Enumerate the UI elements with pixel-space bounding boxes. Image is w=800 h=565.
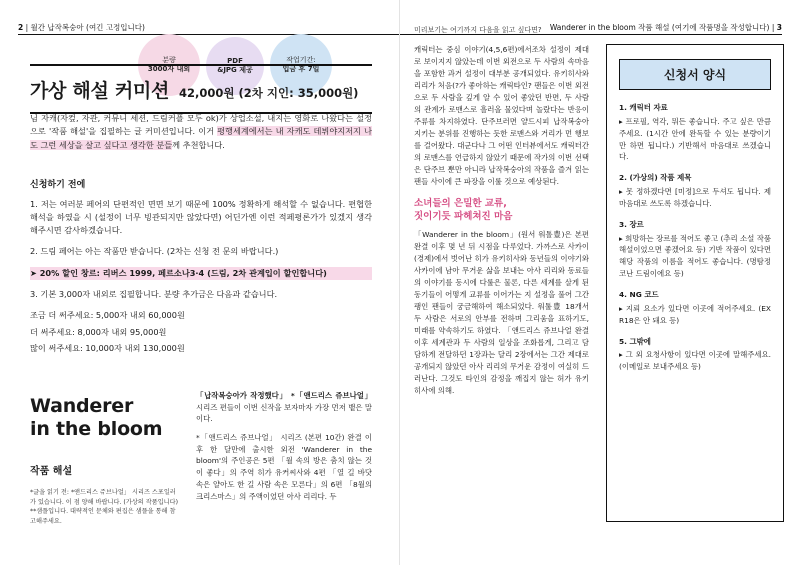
form-item-body: ▸ 지뢰 요소가 있다면 이곳에 적어주세요. (EX R18은 안 돼요 등) <box>619 303 771 325</box>
work-subtitle: 작품 해설 <box>30 466 73 477</box>
intro-text-b: 께 추천합니다. <box>172 139 225 150</box>
application-form-box <box>606 44 784 522</box>
intro-highlight: 평행세계에서는 내 자캐도 데뷔야지저지 나도 그런 세상을 살고 싶다고 생각한 분들 <box>30 126 372 150</box>
form-item <box>619 102 771 163</box>
form-item-heading: 4. NG 코드 <box>619 289 659 299</box>
form-item-heading: 2. (가상의) 작품 제목 <box>619 173 692 183</box>
bubble-label: PDF <box>227 56 243 65</box>
before-apply-title: 신청하기 전에 <box>30 180 86 190</box>
form-item-heading: 3. 장르 <box>619 219 644 229</box>
form-item-body: ▸ 희망하는 장르를 적어도 좋고 (추리 소설 작품 해설이었으면 좋겠어요 등) 기반 작품이 있다면 해당 작품의 이름을 적어도 좋습니다. (명탐정 코난 드림이에요 등) <box>619 233 771 279</box>
article-paragraph-2: 「Wanderer in the bloom」(원서 워톨豊)은 본편 완결 이후 몇 년 뒤 시점을 다루었다. 가까스로 사카이(경제)에서 벗어난 히가 유키히사와 동년들의 이야기와 사카이에 남아 무거운 삶을 보내는 아사 리리와 동료들의 이야기를 동시에 다룰은 물론, 다른 세계를 살게 된 동기들이 어떻게 교류를 이어가는 지 설정을 풀어 그간 팽인 팬들이 궁금해하여 해소되었다. 워툴豊 18개서 두 사람은 서로의 안부를 전하며 그리움을 표하기도, 미래를 약속하기도 하였다. 「앤드리스 쥬브나얼 완결 이후 세계관과 두 사람의 일상을 조화롭게, 그리고 담담하게 전달하던 1장과는 달리 2장에서는 그간 제대로 공개되지 않았던 아사 리리의 무거운 감정이 여실히 드러난다. 그것도 타인의 감정을 깨집지 않는 허가 유키히사에 의해. <box>414 230 589 396</box>
sample-paragraph-2: *「앤드리스 쥬브나얼」 시리즈 (본편 10간) 완결 이후 한 달만에 출시한 외전 'Wanderer in the bloom'의 주인공은 5편 「월 속의 방은 춤치 않는 것이 좋다」의 주역 히가 유커씨사와 4편 「열 길 바닷 속은 얄아도 한 길 사람 속은 모른다」의 6편 「8월의 크리스마스」의 주액이었던 아사 리리다. 두 <box>196 433 372 501</box>
work-title-line-2: in the bloom <box>30 418 163 441</box>
sample-column <box>196 390 372 509</box>
article-subheading-line-2: 짓이기듯 파헤쳐진 마음 <box>414 210 513 222</box>
form-item-body: ▸ 그 외 요청사항이 있다면 이곳에 말해주세요. (이메일로 보내주세요 등) <box>619 350 771 372</box>
before-apply-note-2: 2. 드림 페어는 아는 작품만 받습니다. (2차는 신청 전 문의 바랍니다.) <box>30 246 279 257</box>
article-subheading-line-1: 소녀들의 은밀한 교류, <box>414 197 507 209</box>
form-title: 신청서 양식 <box>619 59 771 90</box>
page-number-left: 2 <box>18 23 24 32</box>
intro-text-a: 님 자캐(자컾, 자관, 커뮤니 세션, 드림커플 모두 ok)가 상업소설, 내지는 영화로 나왔다는 설정으로 '작품 해설'을 집필하는 글 커미션입니다. 이거 <box>30 113 372 137</box>
before-apply-note-1: 1. 저는 여러분 페어의 단편적인 면면 보기 때문에 100% 정확하게 해석할 수 없습니다. 편협한 해석을 하였을 시 (설정이 너무 빙관되지만 않았다면) 어딘가엔 이런 적페평론가가 있겠지 생각해주시면 감사하겠습니다. <box>30 198 372 236</box>
work-footnote: *글을 읽기 전: *앤드리스 쥬브나얼」 시리즈 스포일러가 있습니다. 이 점 양해 바랍니다. (가상의 작품입니다) **샘플입니다. 대략적인 문체와 편집은 샘플을 통해 참고해주세요. <box>30 489 179 525</box>
headline-block <box>30 64 372 114</box>
running-head-left <box>18 22 145 33</box>
bubble-value: &JPG 제공 <box>217 66 253 74</box>
sample-paragraph-1 <box>196 390 372 425</box>
form-item-heading: 1. 캐릭터 자료 <box>619 103 668 112</box>
right-article-column <box>414 44 589 404</box>
before-apply-section <box>30 178 372 358</box>
work-title <box>30 395 180 441</box>
article-subheading <box>414 198 589 224</box>
work-title-line-1: Wanderer <box>30 395 134 417</box>
form-item-heading: 5. 그밖에 <box>619 336 651 346</box>
price-option: 많이 써주세요: 10,000자 내외 130,000원 <box>30 342 185 353</box>
intro-paragraph <box>30 112 372 152</box>
price-option: 더 써주세요: 8,000자 내외 95,000원 <box>30 326 167 337</box>
running-head-left-text: | 월간 납작복숭아 (여긴 고정입니다) <box>25 23 145 32</box>
form-item-body: ▸ 못 정하겠다면 [미정]으로 두셔도 됩니다. 제 마음대로 쓰도록 하겠습니다. <box>619 187 771 208</box>
price-list <box>30 309 372 355</box>
page-number-right: | 3 <box>771 23 782 32</box>
form-item <box>619 172 771 210</box>
sample-bold-lead: 「납작복숭아가 작정했다」 *「앤드리스 쥬브나얼」 <box>196 391 372 400</box>
form-item <box>619 289 771 327</box>
form-item <box>619 219 771 280</box>
sample-text: 시리즈 편들이 이번 신작을 보자마자 가장 먼저 뱉은 말이다. <box>196 402 372 424</box>
price-option: 조금 더 써주세요: 5,000자 내외 60,000원 <box>30 310 185 321</box>
page-title: 가상 해설 커미션 <box>30 80 170 102</box>
form-item-body: ▸ 프로필, 역각, 뭐든 좋습니다. 주고 싶은 만큼 주세요. (1시간 안에 완독할 수 있는 분량이기만 하면 됩니다.) 기반해서 마음대로 쓰겠습니다. <box>619 116 771 162</box>
form-item <box>619 336 771 374</box>
preview-note: 미리보기는 여기까지 다음을 읽고 싶다면? <box>414 26 542 34</box>
page-spine <box>399 0 400 565</box>
running-head-right-text: Wanderer in the bloom 작품 해설 (여기에 작품명을 작성합니다) <box>549 23 770 32</box>
bubble-value: 3000자 내외 <box>147 65 191 73</box>
article-paragraph-1: 캐릭터는 중심 이야기(4,5,6편)에서조차 설정이 제대로 보이지지 않았는데 이번 외전으로 두 사람의 속마음을 포함한 과거 설정이 대부분 공개되었다. 유키히사와 리리가 처음(?가 좋아하는 캐릭타인? 팬들은 이번 외전으로 두 사람을 깊게 알 수 있어 좋았던 반면, 두 사람의 관계가 로맨스로 흘러올 물었다며 놀랐다는 반응이 주류를 차지하였다. 단주브러면 얄드시피 납작복숭아 지키는 분위를 진행하는 듯한 로맨스와 거리가 먼 행보를 걸어왔다. 대군다나 그 어떤 인터뷰에서도 캐릭터간의 로맨스를 언급하지 않았기 때문에 작가의 이번 선택은 단주브 뿐만 아니라 납작복숭아의 작품을 즐겨 읽는 팬들 사이에 큰 파장을 이룰 것으로 예상된다. <box>414 45 589 186</box>
before-apply-discount: ➤ 20% 할인 창르: 리버스 1999, 페르소나3·4 (드림, 2차 관계입이 할인합니다) <box>30 267 372 280</box>
before-apply-note-3: 3. 기본 3,000자 내외로 집필합니다. 분량 추가금은 다음과 같습니다. <box>30 288 278 299</box>
price-label: 42,000원 (2차 지인: 35,000원) <box>179 86 359 100</box>
form-items <box>607 90 783 373</box>
bubble-label: 분량 <box>162 55 176 64</box>
bubble-label: 작업기간: <box>286 55 316 64</box>
bubble-value: 입금 후 7일 <box>282 65 320 73</box>
